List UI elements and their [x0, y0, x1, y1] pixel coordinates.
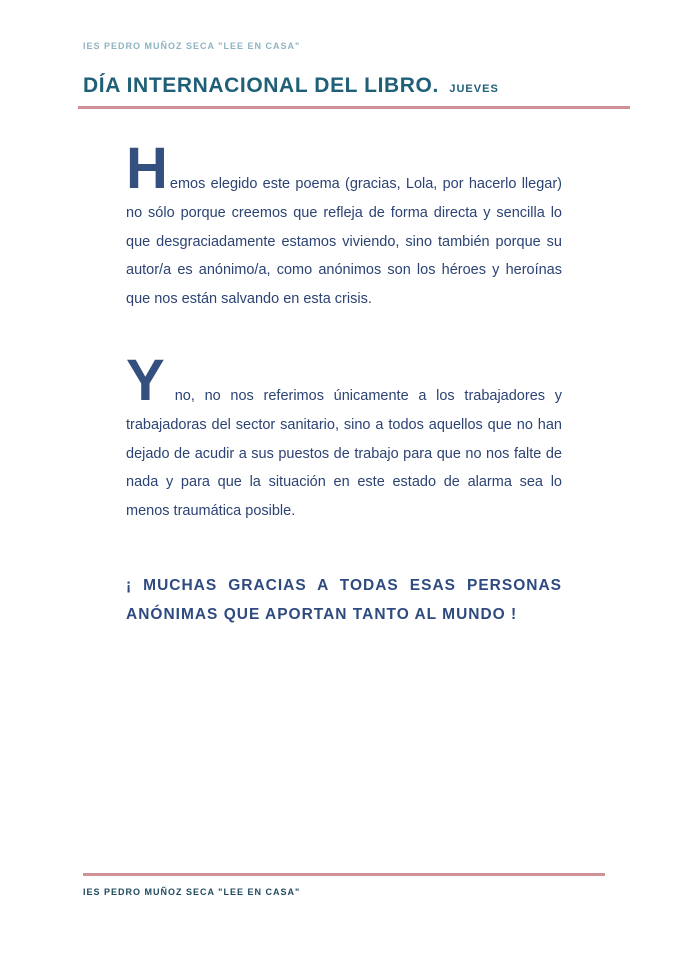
page-title-row — [83, 74, 499, 98]
footer-divider — [83, 873, 605, 876]
header-school-label: IES PEDRO MUÑOZ SECA "LEE EN CASA" — [83, 41, 301, 51]
page-title: DÍA INTERNACIONAL DEL LIBRO. — [83, 74, 439, 97]
paragraph-2 — [126, 348, 562, 526]
drop-cap-h: H — [126, 136, 168, 201]
thanks-message: ¡ MUCHAS GRACIAS A TODAS ESAS PERSONAS ANÓNIMAS QUE APORTAN TANTO AL MUNDO ! — [126, 577, 562, 623]
paragraph-1-text: emos elegido este poema (gracias, Lola, por hacerlo llegar) no sólo porque creemos que refleja de forma directa y sencilla lo que desgraciadamente estamos viviendo, sino también porque su autor/a es anónimo/a, como anónimos son los héroes y heroínas que nos están salvando en esta crisis. — [126, 176, 562, 308]
footer-school-label: IES PEDRO MUÑOZ SECA "LEE EN CASA" — [83, 887, 301, 897]
header-divider — [78, 106, 630, 109]
paragraph-2-text: no, no nos referimos únicamente a los trabajadores y trabajadoras del sector sanitario, sino a todos aquellos que no han dejado de acudir a sus puestos de trabajo para que no nos falte de nada y para que la situación en este estado de alarma sea lo menos traumática posible. — [126, 388, 562, 520]
page-subtitle-day: JUEVES — [449, 83, 499, 95]
drop-cap-y: Y — [126, 348, 165, 413]
paragraph-1 — [126, 136, 562, 314]
